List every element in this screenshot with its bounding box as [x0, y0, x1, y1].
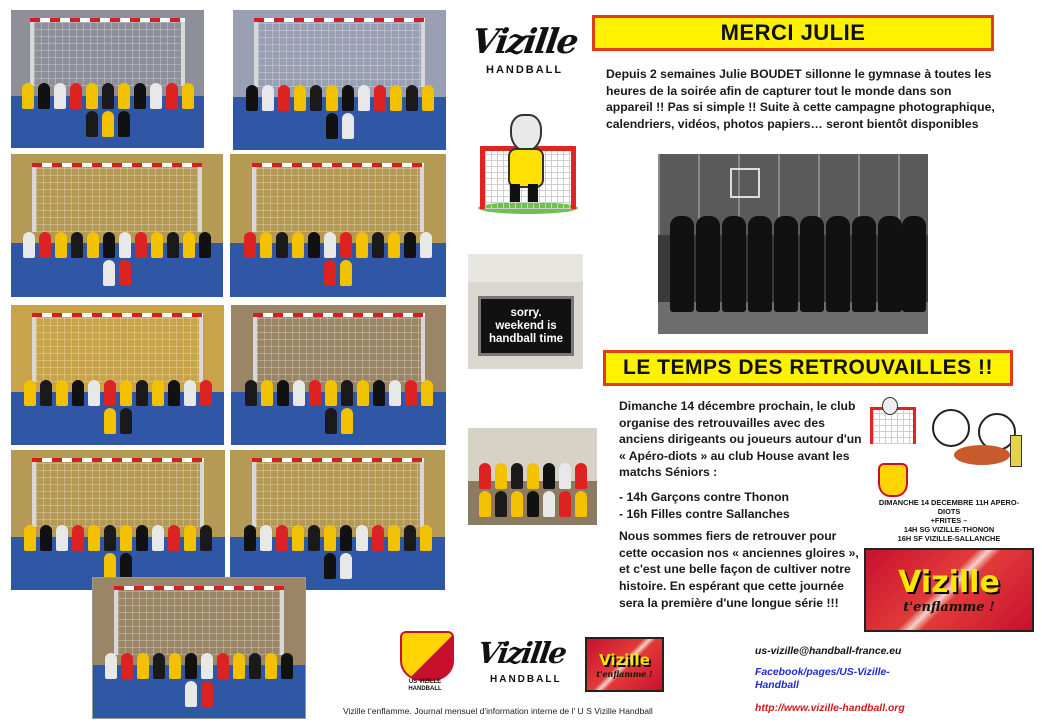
team-photo-9 [92, 577, 306, 719]
player-figure [511, 491, 523, 517]
vizille-handball-logo [466, 22, 586, 78]
player-figure [88, 525, 100, 551]
player-figure [340, 525, 352, 551]
player-figure [118, 83, 130, 109]
player-figure [281, 653, 293, 679]
crest-text: US VIZILLE HANDBALL [408, 679, 442, 692]
player-figure [293, 380, 305, 406]
poster-line-4: 16H SF VIZILLE-SALLANCHE [897, 534, 1001, 543]
poster-line-1: DIMANCHE 14 DECEMBRE 11H APERO-DIOTS [878, 498, 1020, 516]
player-figure [244, 232, 256, 258]
player-figure [199, 232, 211, 258]
player-figure [292, 525, 304, 551]
player-figure [120, 408, 132, 434]
player-figure [405, 380, 417, 406]
player-figure [56, 525, 68, 551]
wolf-mascot [510, 114, 542, 152]
retrouvailles-intro: Dimanche 14 décembre prochain, le club organise des retrouvailles avec des anciens dirigeants ou joueurs autour d'un « Apéro-diots » au club House avant les matchs Séniors : [619, 399, 862, 480]
player-figure [182, 83, 194, 109]
player-figure [356, 232, 368, 258]
team-photo-1 [11, 10, 204, 148]
player-figure [495, 491, 507, 517]
player-figure [261, 380, 273, 406]
brand-sub: HANDBALL [486, 64, 564, 76]
player-figure [495, 463, 507, 489]
player-figure [185, 681, 197, 707]
poster-line-2: +FRITES – [930, 516, 968, 525]
player-figure [244, 525, 256, 551]
poster-text [868, 498, 1030, 543]
player-figure [404, 232, 416, 258]
player-figure [372, 525, 384, 551]
player-figure [324, 232, 336, 258]
vizille-logo-slogan-small: t'enflamme ! [596, 668, 653, 679]
sign-line-3: handball time [488, 332, 564, 345]
player-figure [168, 380, 180, 406]
player-figure [22, 83, 34, 109]
player-figure [479, 463, 491, 489]
player-figure [55, 232, 67, 258]
player-figure [137, 653, 149, 679]
player-figure [527, 491, 539, 517]
player-figure [71, 232, 83, 258]
player-figure [121, 653, 133, 679]
player-figure [324, 553, 336, 579]
player-figure [150, 83, 162, 109]
poster-line-3: 14H SG VIZILLE-THONON [903, 525, 995, 534]
chefs-illustration [924, 399, 1028, 473]
player-figure [310, 85, 322, 111]
player-figure [390, 85, 402, 111]
mascot-illustration [470, 110, 582, 214]
player-figure [120, 553, 132, 579]
player-figure [119, 232, 131, 258]
player-figure [72, 525, 84, 551]
player-figure [23, 232, 35, 258]
player-figure [168, 525, 180, 551]
player-figure [324, 260, 336, 286]
footer-caption: Vizille t'enflamme. Journal mensuel d'information interne de l' U S Vizille Handball [343, 706, 653, 716]
player-figure [103, 232, 115, 258]
player-figure [39, 232, 51, 258]
player-figure [24, 525, 36, 551]
player-figure [104, 553, 116, 579]
player-figure [342, 85, 354, 111]
player-figure [153, 653, 165, 679]
contact-block [755, 645, 955, 715]
player-figure [86, 111, 98, 137]
player-figure [201, 653, 213, 679]
player-figure [152, 380, 164, 406]
weekend-sign-photo [468, 254, 583, 369]
vizille-logo-slogan: t'enflamme ! [903, 600, 995, 615]
retrouvailles-title: LE TEMPS DES RETROUVAILLES !! [603, 350, 1013, 386]
player-figure [151, 232, 163, 258]
team-photo-4 [230, 154, 446, 297]
player-figure [265, 653, 277, 679]
players-celebration-photo [468, 428, 597, 525]
team-photo-6 [231, 305, 446, 445]
sign-line-2: weekend is [495, 319, 557, 332]
player-figure [166, 83, 178, 109]
apero-diots-poster [864, 393, 1032, 543]
player-figure [56, 380, 68, 406]
player-figure [120, 380, 132, 406]
player-figure [184, 525, 196, 551]
player-figure [340, 232, 352, 258]
player-figure [118, 111, 130, 137]
player-figure [102, 83, 114, 109]
player-figure [559, 463, 571, 489]
vizille-enflamme-logo [864, 548, 1034, 632]
email-link[interactable]: us-vizille@handball-france.eu [755, 646, 902, 657]
mascot-small-icon [882, 397, 898, 415]
player-figure [40, 525, 52, 551]
player-figure [308, 232, 320, 258]
player-figure [559, 491, 571, 517]
player-figure [309, 380, 321, 406]
player-figure [183, 232, 195, 258]
player-figure [136, 380, 148, 406]
player-figure [308, 525, 320, 551]
player-figure [260, 232, 272, 258]
retrouvailles-text [619, 398, 865, 611]
club-crest-small [878, 463, 908, 497]
retrouvailles-outro: Nous sommes fiers de retrouver pour cette occasion nos « anciennes gloires », et c'est une belle façon de cultiver notre histoire. En espérant que cette journée sera la première d'une longue série !!! [619, 529, 859, 610]
player-figure [324, 525, 336, 551]
team-photo-7 [11, 450, 225, 590]
player-figure [479, 491, 491, 517]
team-photo-2 [233, 10, 446, 150]
player-figure [527, 463, 539, 489]
player-figure [421, 380, 433, 406]
player-figure [276, 525, 288, 551]
merci-julie-paragraph: Depuis 2 semaines Julie BOUDET sillonne le gymnase à toutes les heures de la soirée afin de capturer tout le monde dans son appareil !! Pas si simple !! Suite à cette campagne photographique, calendriers, vidéos, photos papiers… seront bientôt disponibles [606, 67, 995, 131]
vizille-handball-logo-footer [474, 634, 570, 690]
player-figure [119, 260, 131, 286]
player-figure [357, 380, 369, 406]
player-figure [233, 653, 245, 679]
player-figure [575, 491, 587, 517]
player-figure [325, 408, 337, 434]
player-figure [373, 380, 385, 406]
player-figure [134, 83, 146, 109]
player-figure [104, 525, 116, 551]
weekend-sign [478, 296, 574, 356]
player-figure [543, 463, 555, 489]
player-figure [135, 232, 147, 258]
player-figure [388, 525, 400, 551]
player-figure [325, 380, 337, 406]
player-figure [388, 232, 400, 258]
player-figure [511, 463, 523, 489]
brand-name: Vizille [469, 22, 580, 62]
team-photo-8 [230, 450, 445, 590]
team-photo-3 [11, 154, 223, 297]
facebook-link[interactable]: Facebook/pages/US-Vizille-Handball [755, 667, 890, 691]
player-figure [200, 380, 212, 406]
player-figure [358, 85, 370, 111]
player-figure [86, 83, 98, 109]
player-figure [217, 653, 229, 679]
player-figure [102, 111, 114, 137]
player-figure [294, 85, 306, 111]
player-figure [356, 525, 368, 551]
sign-line-1: sorry. [510, 306, 542, 319]
player-figure [200, 525, 212, 551]
player-figure [374, 85, 386, 111]
player-figure [246, 85, 258, 111]
player-figure [245, 380, 257, 406]
player-figure [169, 653, 181, 679]
brand-sub-footer: HANDBALL [490, 674, 562, 685]
player-figure [104, 408, 116, 434]
player-figure [167, 232, 179, 258]
vizille-logo-name: Vizille [898, 565, 1000, 600]
player-figure [420, 232, 432, 258]
player-figure [103, 260, 115, 286]
player-figure [543, 491, 555, 517]
player-figure [372, 232, 384, 258]
player-figure [152, 525, 164, 551]
player-figure [54, 83, 66, 109]
player-figure [38, 83, 50, 109]
team-huddle-photo [658, 154, 928, 334]
brand-name-footer: Vizille [475, 636, 568, 670]
player-figure [406, 85, 418, 111]
match-line-2: - 16h Filles contre Sallanches [619, 506, 790, 521]
player-figure [276, 232, 288, 258]
player-figure [326, 113, 338, 139]
player-figure [70, 83, 82, 109]
player-figure [24, 380, 36, 406]
us-vizille-crest [394, 631, 456, 695]
player-figure [278, 85, 290, 111]
player-figure [105, 653, 117, 679]
player-figure [249, 653, 261, 679]
merci-julie-title: MERCI JULIE [592, 15, 994, 51]
player-figure [184, 380, 196, 406]
player-figure [277, 380, 289, 406]
merci-julie-text [606, 66, 1000, 132]
website-link[interactable]: http://www.vizille-handball.org [755, 703, 905, 714]
player-figure [342, 113, 354, 139]
player-figure [404, 525, 416, 551]
player-figure [136, 525, 148, 551]
vizille-enflamme-logo-small [585, 637, 664, 692]
player-figure [87, 232, 99, 258]
player-figure [262, 85, 274, 111]
player-figure [72, 380, 84, 406]
player-figure [341, 408, 353, 434]
player-figure [340, 553, 352, 579]
player-figure [185, 653, 197, 679]
player-figure [201, 681, 213, 707]
player-figure [260, 525, 272, 551]
player-figure [575, 463, 587, 489]
player-figure [326, 85, 338, 111]
player-figure [292, 232, 304, 258]
vizille-logo-name-small: Vizille [599, 650, 650, 669]
player-figure [389, 380, 401, 406]
player-figure [341, 380, 353, 406]
player-figure [88, 380, 100, 406]
player-figure [104, 380, 116, 406]
player-figure [420, 525, 432, 551]
team-photo-5 [11, 305, 224, 445]
player-figure [422, 85, 434, 111]
player-figure [40, 380, 52, 406]
player-figure [340, 260, 352, 286]
player-figure [120, 525, 132, 551]
match-line-1: - 14h Garçons contre Thonon [619, 489, 789, 504]
